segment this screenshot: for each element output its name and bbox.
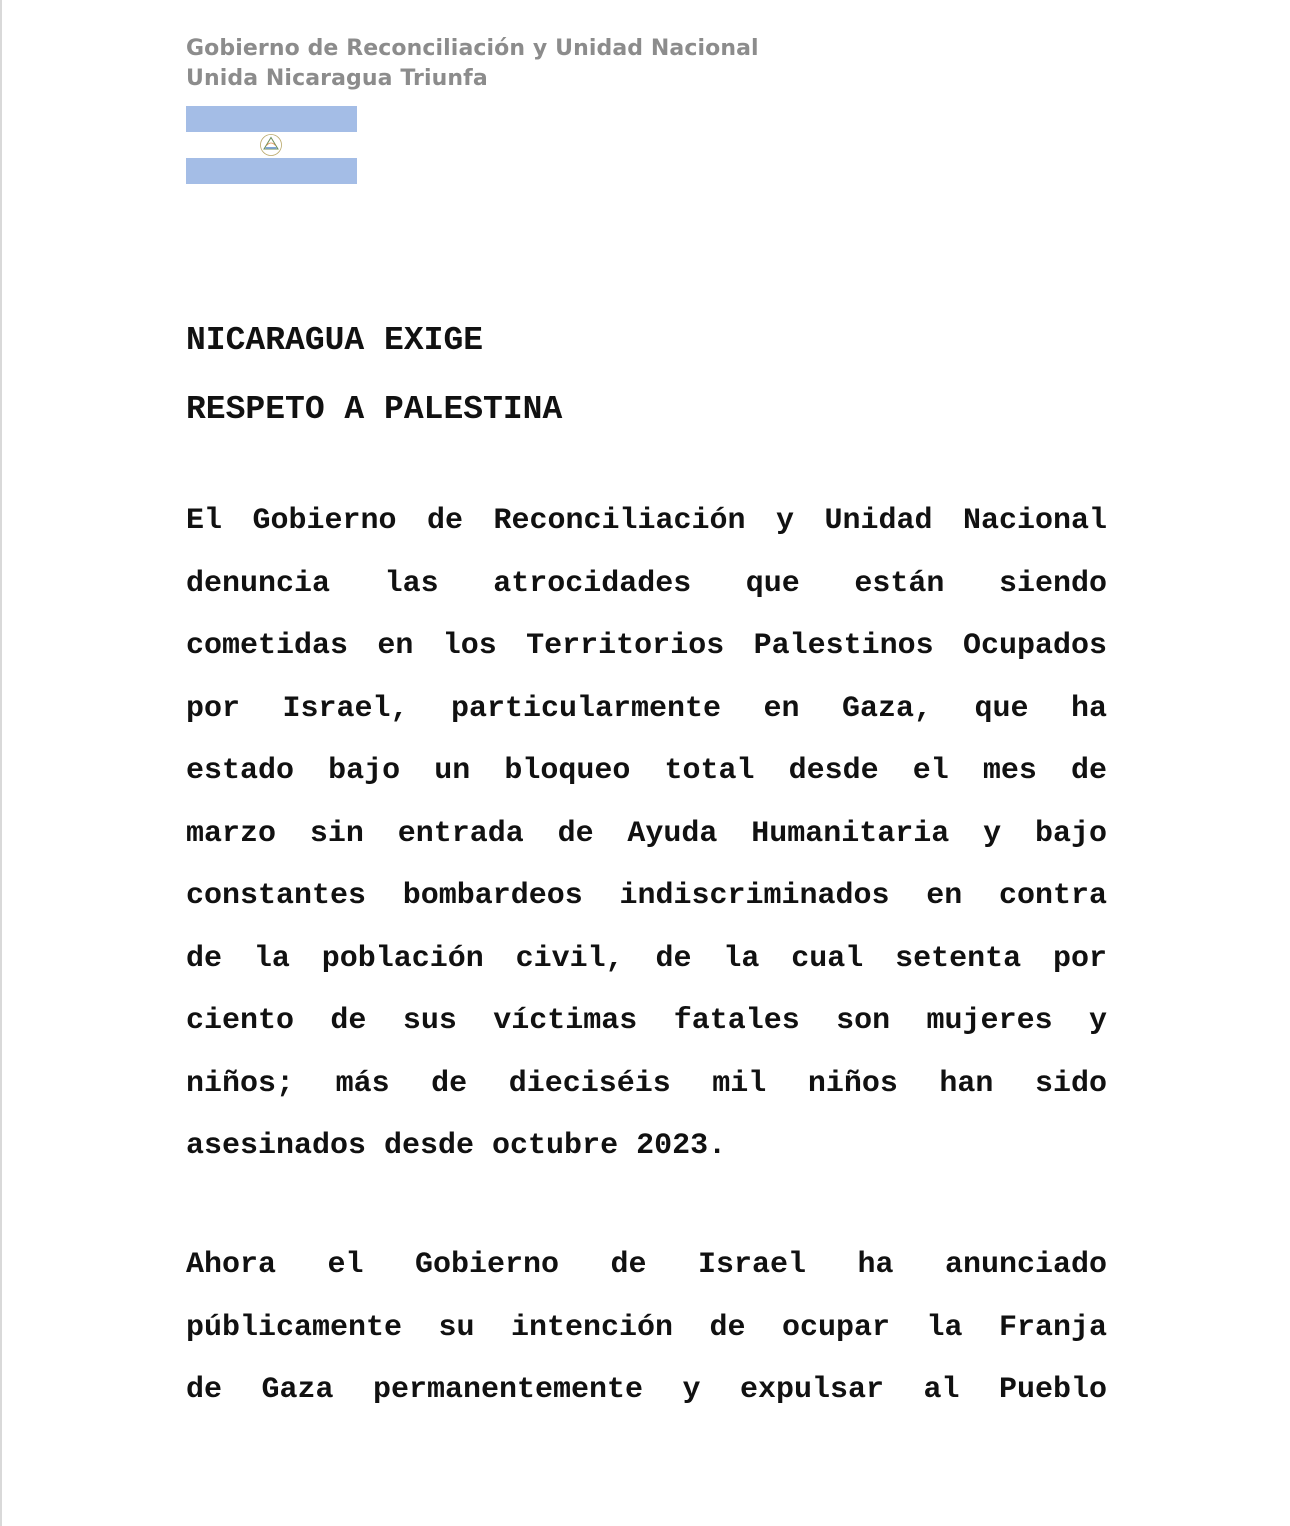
coat-of-arms-icon	[258, 133, 284, 157]
text-line: marzo sin entrada de Ayuda Humanitaria y bajo	[186, 816, 1107, 851]
text-line: estado bajo un bloqueo total desde el mes de	[186, 754, 1107, 788]
nicaragua-flag	[186, 106, 357, 184]
text-line: El Gobierno de Reconciliación y Unidad Nacional	[186, 504, 1107, 538]
text-line: ciento de sus víctimas fatales son mujeres y	[186, 1004, 1107, 1038]
paragraph-1	[186, 490, 1107, 1178]
document-title	[186, 306, 562, 444]
letterhead-government-name: Gobierno de Reconciliación y Unidad Nacional	[186, 36, 759, 61]
text-line: cometidas en los Territorios Palestinos Ocupados	[186, 629, 1107, 663]
title-line-2: RESPETO A PALESTINA	[186, 391, 563, 428]
text-line: de Gaza permanentemente y expulsar al Pueblo	[186, 1373, 1107, 1407]
paragraph-2	[186, 1234, 1107, 1422]
title-line-1: NICARAGUA EXIGE	[186, 322, 484, 359]
flag-top-stripe	[186, 106, 357, 132]
letterhead	[186, 34, 759, 94]
text-line: por Israel, particularmente en Gaza, que ha	[186, 691, 1107, 726]
text-line: asesinados desde octubre 2023.	[186, 1129, 727, 1163]
text-line: denuncia las atrocidades que están siendo	[186, 566, 1107, 601]
letterhead-slogan: Unida Nicaragua Triunfa	[186, 66, 488, 91]
text-line: de la población civil, de la cual setenta por	[186, 941, 1107, 976]
flag-bottom-stripe	[186, 158, 357, 184]
text-line: Ahora el Gobierno de Israel ha anunciado	[186, 1248, 1107, 1282]
text-line: niños; más de dieciséis mil niños han sido	[186, 1066, 1107, 1101]
text-line: constantes bombardeos indiscriminados en contra	[186, 879, 1107, 913]
text-line: públicamente su intención de ocupar la Franja	[186, 1310, 1107, 1345]
